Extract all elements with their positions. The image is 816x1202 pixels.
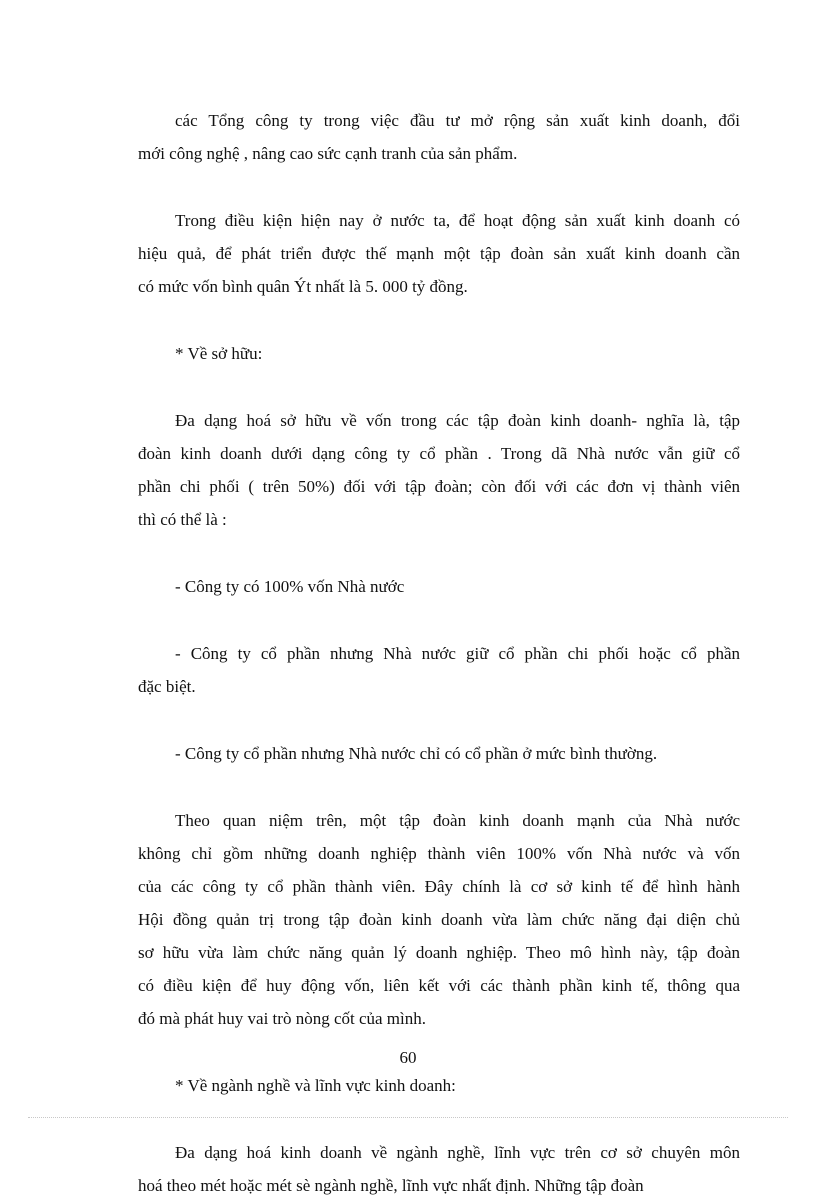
body-line: có mức vốn bình quân Ýt nhất là 5. 000 tỷ đồng. [138, 277, 468, 296]
body-line: của các công ty cổ phần thành viên. Đây chính là cơ sở kinh tế để hình hành [138, 877, 740, 896]
body-line: đoàn kinh doanh dưới dạng công ty cổ phần . Trong dã Nhà nước vẫn giữ cổ [138, 444, 740, 463]
body-line: phần chi phối ( trên 50%) đối với tập đoàn; còn đối với các đơn vị thành viên [138, 477, 740, 496]
body-line: Đa dạng hoá kinh doanh về ngành nghề, lĩnh vực trên cơ sở chuyên môn [175, 1143, 740, 1162]
body-line: Hội đồng quản trị trong tập đoàn kinh doanh vừa làm chức năng đại diện chủ [138, 910, 740, 929]
body-line: đặc biệt. [138, 677, 196, 696]
body-line: có điều kiện để huy động vốn, liên kết với các thành phần kinh tế, thông qua [138, 976, 740, 995]
body-line: mới công nghệ , nâng cao sức cạnh tranh của sản phẩm. [138, 144, 518, 163]
body-line: các Tổng công ty trong việc đầu tư mở rộng sản xuất kinh doanh, đổi [175, 111, 740, 130]
body-line: đó mà phát huy vai trò nòng cốt của mình. [138, 1009, 426, 1028]
body-line: thì có thể là : [138, 510, 227, 529]
body-line: Đa dạng hoá sở hữu về vốn trong các tập đoàn kinh doanh- nghĩa là, tập [175, 411, 740, 430]
body-line: hoá theo mét hoặc mét sè ngành nghề, lĩnh vực nhất định. Những tập đoàn [138, 1176, 644, 1195]
page-number: 60 [399, 1048, 417, 1067]
section-heading: * Về ngành nghề và lĩnh vực kinh doanh: [175, 1076, 456, 1095]
body-line: không chỉ gồm những doanh nghiệp thành viên 100% vốn Nhà nước và vốn [138, 844, 740, 863]
body-text [138, 104, 740, 1202]
body-line: hiệu quả, để phát triển được thế mạnh một tập đoàn sản xuất kinh doanh cần [138, 244, 740, 263]
body-line: Theo quan niệm trên, một tập đoàn kinh doanh mạnh của Nhà nước [175, 811, 740, 830]
bottom-divider [28, 1117, 788, 1118]
list-item: - Công ty cổ phần nhưng Nhà nước giữ cổ phần chi phối hoặc cổ phần [175, 644, 740, 663]
body-line: sơ hữu vừa làm chức năng quản lý doanh nghiệp. Theo mô hình này, tập đoàn [138, 943, 740, 962]
list-item: - Công ty cổ phần nhưng Nhà nước chỉ có cổ phần ở mức bình thường. [175, 744, 658, 763]
list-item: - Công ty có 100% vốn Nhà nước [175, 577, 405, 596]
section-heading: * Về sở hữu: [175, 344, 263, 363]
body-line: Trong điều kiện hiện nay ở nước ta, để hoạt động sản xuất kinh doanh có [175, 211, 740, 230]
